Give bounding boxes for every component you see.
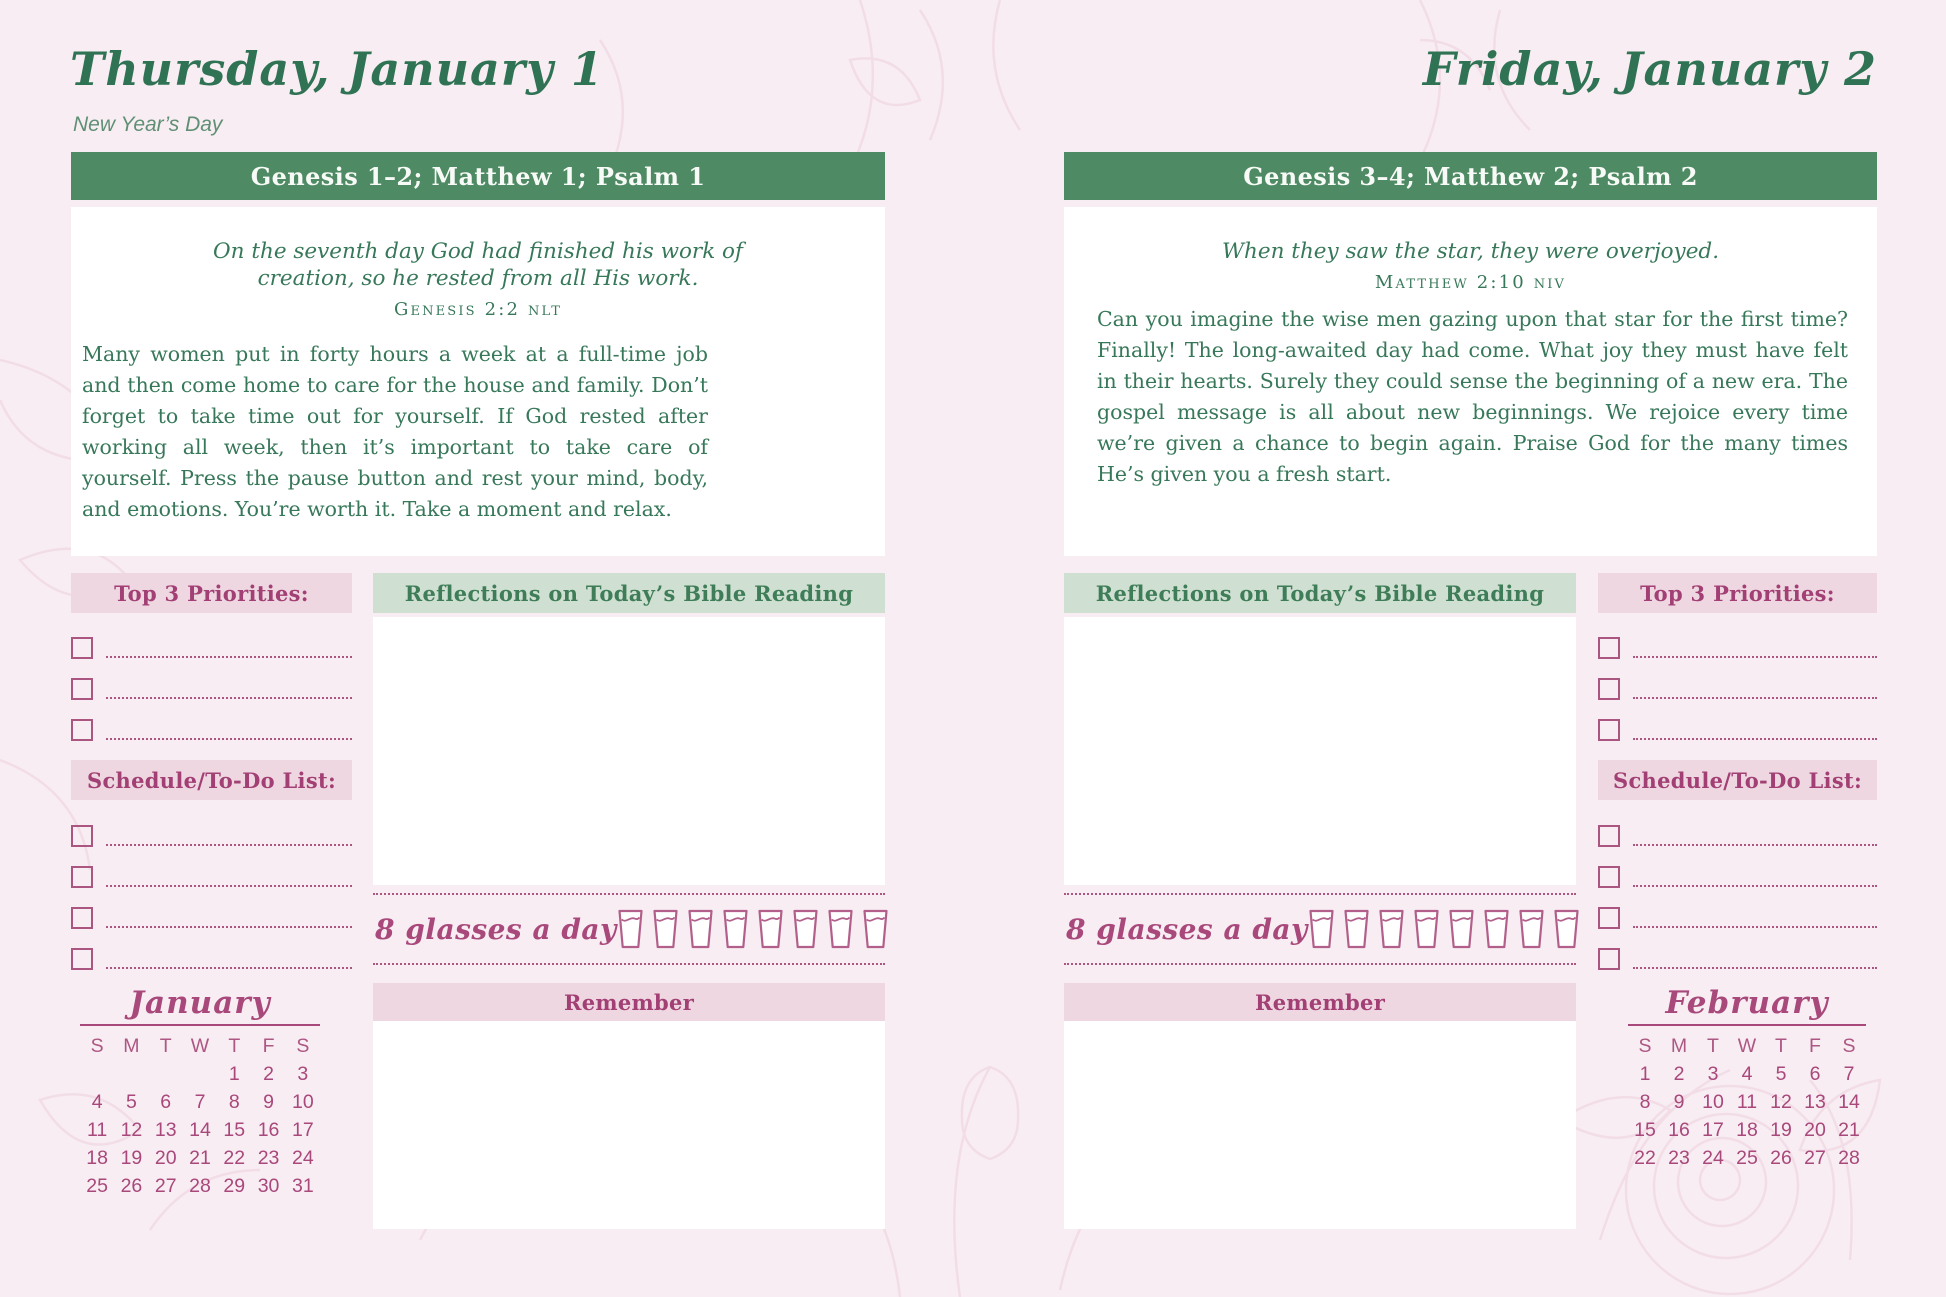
devotional-text: Can you imagine the wise men gazing upon that star for the first time? Finally! The long-awaited day had come. What joy they must have felt in their hearts. Surely they could sense the beginning of a new era. The gospel message is all about new beginnings. We rejoice every time we’re given a chance to begin again. Praise God for the many times He’s given you a fresh start. bbox=[1097, 307, 1848, 486]
todo-row bbox=[71, 929, 352, 970]
calendar-weekday: F bbox=[1809, 1035, 1821, 1057]
date-heading: Friday, January 2 bbox=[1422, 42, 1877, 96]
calendar-weekday: T bbox=[159, 1035, 172, 1057]
verse-text: When they saw the star, they were overjoyed. bbox=[1221, 239, 1720, 264]
todo-checkbox[interactable] bbox=[1598, 907, 1620, 929]
todo-row bbox=[1598, 847, 1877, 888]
calendar-day: 9 bbox=[1673, 1091, 1685, 1113]
devotional-card bbox=[1064, 207, 1877, 556]
schedule-banner bbox=[71, 760, 352, 800]
calendar-day: 6 bbox=[160, 1091, 172, 1113]
calendar-day: 8 bbox=[228, 1091, 240, 1113]
devotional-card bbox=[71, 207, 885, 556]
calendar-day: 29 bbox=[223, 1175, 246, 1197]
calendar-day: 28 bbox=[189, 1175, 211, 1197]
calendar-weekday: M bbox=[1670, 1035, 1688, 1057]
water-glass-icon[interactable] bbox=[862, 909, 889, 949]
calendar-day: 17 bbox=[291, 1119, 314, 1141]
todo-row bbox=[71, 806, 352, 847]
water-glass-icon[interactable] bbox=[1378, 909, 1405, 949]
hydration-tracker bbox=[373, 893, 885, 965]
todo-row bbox=[71, 847, 352, 888]
calendar-day: 17 bbox=[1702, 1119, 1724, 1141]
calendar-day: 18 bbox=[1736, 1119, 1758, 1141]
calendar-day: 12 bbox=[120, 1119, 143, 1141]
calendar-day bbox=[149, 1060, 183, 1088]
todo-row bbox=[1598, 806, 1877, 847]
water-glass-icon[interactable] bbox=[792, 909, 819, 949]
todo-write-line[interactable] bbox=[106, 736, 352, 740]
calendar-day: 1 bbox=[228, 1063, 240, 1085]
todo-checkbox[interactable] bbox=[71, 637, 93, 659]
calendar-day: 10 bbox=[1702, 1091, 1724, 1113]
calendar-day: 7 bbox=[1843, 1063, 1855, 1085]
calendar-day: 31 bbox=[291, 1175, 314, 1197]
calendar-day: 13 bbox=[1804, 1091, 1826, 1113]
calendar-day: 26 bbox=[1770, 1147, 1792, 1169]
calendar-day: 4 bbox=[1741, 1063, 1753, 1085]
calendar-day: 28 bbox=[1838, 1147, 1860, 1169]
date-heading: Thursday, January 1 bbox=[70, 42, 604, 96]
water-glass-icon[interactable] bbox=[827, 909, 854, 949]
reflections-box[interactable] bbox=[1064, 617, 1576, 885]
water-glass-icon[interactable] bbox=[1518, 909, 1545, 949]
calendar-weekday: T bbox=[1707, 1035, 1719, 1057]
calendar-day: 14 bbox=[1838, 1091, 1860, 1113]
water-glass-icon[interactable] bbox=[1413, 909, 1440, 949]
todo-checkbox[interactable] bbox=[71, 948, 93, 970]
remember-label: Remember bbox=[1254, 989, 1386, 1015]
calendar-day: 6 bbox=[1809, 1063, 1821, 1085]
calendar-weekday: W bbox=[1737, 1035, 1757, 1057]
todo-write-line[interactable] bbox=[106, 965, 352, 969]
hydration-glasses bbox=[1308, 909, 1580, 949]
hydration-glasses bbox=[617, 909, 889, 949]
calendar-day: 25 bbox=[86, 1175, 108, 1197]
todo-write-line[interactable] bbox=[1633, 695, 1877, 699]
calendar-day: 15 bbox=[1634, 1119, 1656, 1141]
calendar-day: 27 bbox=[1804, 1147, 1826, 1169]
calendar-day: 12 bbox=[1770, 1091, 1792, 1113]
verse-reference: Matthew 2:10 niv bbox=[1374, 272, 1567, 293]
todo-checkbox[interactable] bbox=[1598, 678, 1620, 700]
todo-write-line[interactable] bbox=[106, 924, 352, 928]
calendar-grid bbox=[1628, 1032, 1866, 1172]
calendar-day: 2 bbox=[1673, 1063, 1685, 1085]
calendar-weekday: T bbox=[228, 1035, 241, 1057]
calendar-day: 3 bbox=[1707, 1063, 1719, 1085]
schedule-banner bbox=[1598, 760, 1877, 800]
schedule-label: Schedule/To-Do List: bbox=[1612, 767, 1863, 793]
todo-checkbox[interactable] bbox=[71, 719, 93, 741]
mini-calendar-january bbox=[80, 985, 320, 1200]
scripture-reading-text: Genesis 1–2; Matthew 1; Psalm 1 bbox=[250, 161, 706, 191]
todo-checkbox[interactable] bbox=[1598, 637, 1620, 659]
todo-checkbox[interactable] bbox=[1598, 866, 1620, 888]
calendar-day bbox=[114, 1060, 148, 1088]
calendar-weekday: S bbox=[296, 1035, 310, 1057]
calendar-day: 10 bbox=[291, 1091, 314, 1113]
calendar-day: 19 bbox=[1770, 1119, 1792, 1141]
todo-row bbox=[1598, 888, 1877, 929]
water-glass-icon[interactable] bbox=[1308, 909, 1335, 949]
calendar-title: February bbox=[1665, 985, 1829, 1021]
calendar-day: 11 bbox=[1736, 1091, 1758, 1113]
remember-box[interactable] bbox=[1064, 1021, 1576, 1229]
water-glass-icon[interactable] bbox=[1448, 909, 1475, 949]
todo-row bbox=[71, 659, 352, 700]
todo-write-line[interactable] bbox=[106, 883, 352, 887]
calendar-weekday: F bbox=[262, 1035, 275, 1057]
calendar-weekday: S bbox=[1638, 1035, 1652, 1057]
calendar-day: 21 bbox=[189, 1147, 211, 1169]
calendar-grid bbox=[80, 1032, 320, 1200]
devotional-text: Many women put in forty hours a week at a full-time job and then come home to care for the house and family. Don’t forget to take time out for yourself. If God rested after working all week, then it’s important to take care of yourself. Press the pause button and rest your mind, body, and emotions. You’re worth it. Take a moment and relax. bbox=[82, 342, 708, 521]
calendar-day: 14 bbox=[189, 1119, 211, 1141]
calendar-day: 22 bbox=[223, 1147, 246, 1169]
calendar-day bbox=[183, 1060, 217, 1088]
calendar-day: 27 bbox=[154, 1175, 177, 1197]
reflections-label: Reflections on Today’s Bible Reading bbox=[1095, 580, 1545, 606]
todo-checkbox[interactable] bbox=[71, 907, 93, 929]
remember-banner bbox=[1064, 983, 1576, 1021]
calendar-day: 20 bbox=[1804, 1119, 1826, 1141]
todo-write-line[interactable] bbox=[1633, 965, 1877, 969]
scripture-reading-banner bbox=[1064, 152, 1877, 200]
water-glass-icon[interactable] bbox=[617, 909, 644, 949]
water-glass-icon[interactable] bbox=[1483, 909, 1510, 949]
remember-banner bbox=[373, 983, 885, 1021]
verse-text: On the seventh day God had finished his work of creation, so he rested from all His work. bbox=[213, 239, 743, 291]
reflections-box[interactable] bbox=[373, 617, 885, 885]
calendar-title: January bbox=[129, 985, 271, 1021]
water-glass-icon[interactable] bbox=[652, 909, 679, 949]
water-glass-icon[interactable] bbox=[722, 909, 749, 949]
todo-write-line[interactable] bbox=[106, 842, 352, 846]
calendar-day: 4 bbox=[91, 1091, 103, 1113]
calendar-day: 23 bbox=[257, 1147, 280, 1169]
water-glass-icon[interactable] bbox=[757, 909, 784, 949]
todo-checkbox[interactable] bbox=[1598, 719, 1620, 741]
hydration-tracker bbox=[1064, 893, 1576, 965]
calendar-day: 3 bbox=[297, 1063, 309, 1085]
todo-write-line[interactable] bbox=[106, 695, 352, 699]
calendar-day: 25 bbox=[1736, 1147, 1758, 1169]
reflections-label: Reflections on Today’s Bible Reading bbox=[404, 580, 854, 606]
calendar-day: 5 bbox=[125, 1091, 137, 1113]
remember-label: Remember bbox=[563, 989, 695, 1015]
reflections-banner bbox=[373, 573, 885, 613]
priorities-label: Top 3 Priorities: bbox=[114, 580, 309, 606]
calendar-day: 9 bbox=[263, 1091, 274, 1113]
verse-reference: Genesis 2:2 nlt bbox=[393, 299, 563, 320]
todo-checkbox[interactable] bbox=[1598, 825, 1620, 847]
schedule-list bbox=[1598, 806, 1877, 970]
calendar-day: 5 bbox=[1775, 1063, 1787, 1085]
schedule-label: Schedule/To-Do List: bbox=[86, 767, 337, 793]
priorities-banner bbox=[1598, 573, 1877, 613]
calendar-day: 1 bbox=[1639, 1063, 1651, 1085]
hydration-label: 8 glasses a day bbox=[375, 912, 617, 946]
calendar-day: 18 bbox=[86, 1147, 108, 1169]
todo-write-line[interactable] bbox=[1633, 842, 1877, 846]
calendar-day: 24 bbox=[291, 1147, 314, 1169]
calendar-day bbox=[80, 1060, 114, 1088]
todo-checkbox[interactable] bbox=[71, 866, 93, 888]
todo-write-line[interactable] bbox=[1633, 883, 1877, 887]
calendar-day: 23 bbox=[1668, 1147, 1690, 1169]
priorities-label: Top 3 Priorities: bbox=[1640, 580, 1835, 606]
todo-row bbox=[71, 888, 352, 929]
calendar-weekday: S bbox=[1842, 1035, 1856, 1057]
scripture-reading-banner bbox=[71, 152, 885, 200]
todo-checkbox[interactable] bbox=[1598, 948, 1620, 970]
todo-write-line[interactable] bbox=[106, 654, 352, 658]
mini-calendar-february bbox=[1628, 985, 1866, 1172]
remember-box[interactable] bbox=[373, 1021, 885, 1229]
priorities-banner bbox=[71, 573, 352, 613]
calendar-day: 24 bbox=[1702, 1147, 1724, 1169]
calendar-rule bbox=[1628, 1024, 1866, 1026]
todo-row bbox=[71, 618, 352, 659]
calendar-day: 22 bbox=[1634, 1147, 1656, 1169]
calendar-day: 26 bbox=[120, 1175, 143, 1197]
calendar-day: 13 bbox=[154, 1119, 177, 1141]
calendar-day: 15 bbox=[223, 1119, 246, 1141]
calendar-weekday: T bbox=[1775, 1035, 1787, 1057]
calendar-weekday: W bbox=[190, 1035, 210, 1057]
todo-write-line[interactable] bbox=[1633, 654, 1877, 658]
calendar-day: 30 bbox=[257, 1175, 280, 1197]
todo-row bbox=[71, 700, 352, 741]
hydration-label: 8 glasses a day bbox=[1066, 912, 1308, 946]
calendar-day: 20 bbox=[154, 1147, 177, 1169]
water-glass-icon[interactable] bbox=[687, 909, 714, 949]
todo-checkbox[interactable] bbox=[71, 678, 93, 700]
holiday-label: New Year’s Day bbox=[73, 113, 223, 136]
calendar-day: 2 bbox=[263, 1063, 274, 1085]
todo-row bbox=[1598, 929, 1877, 970]
calendar-day: 8 bbox=[1639, 1091, 1651, 1113]
priorities-list bbox=[1598, 618, 1877, 741]
calendar-weekday: M bbox=[123, 1035, 140, 1057]
todo-row bbox=[1598, 618, 1877, 659]
calendar-day: 16 bbox=[257, 1119, 280, 1141]
schedule-list bbox=[71, 806, 352, 970]
todo-write-line[interactable] bbox=[1633, 924, 1877, 928]
todo-row bbox=[1598, 659, 1877, 700]
scripture-reading-text: Genesis 3–4; Matthew 2; Psalm 2 bbox=[1243, 161, 1698, 191]
calendar-day: 21 bbox=[1838, 1119, 1860, 1141]
priorities-list bbox=[71, 618, 352, 741]
calendar-day: 7 bbox=[194, 1091, 206, 1113]
calendar-day: 16 bbox=[1668, 1119, 1690, 1141]
calendar-day: 11 bbox=[87, 1119, 108, 1141]
calendar-weekday: S bbox=[90, 1035, 104, 1057]
calendar-day: 19 bbox=[120, 1147, 143, 1169]
todo-row bbox=[1598, 700, 1877, 741]
water-glass-icon[interactable] bbox=[1343, 909, 1370, 949]
todo-checkbox[interactable] bbox=[71, 825, 93, 847]
water-glass-icon[interactable] bbox=[1553, 909, 1580, 949]
todo-write-line[interactable] bbox=[1633, 736, 1877, 740]
reflections-banner bbox=[1064, 573, 1576, 613]
calendar-rule bbox=[80, 1024, 320, 1026]
page-right bbox=[973, 0, 1946, 1297]
